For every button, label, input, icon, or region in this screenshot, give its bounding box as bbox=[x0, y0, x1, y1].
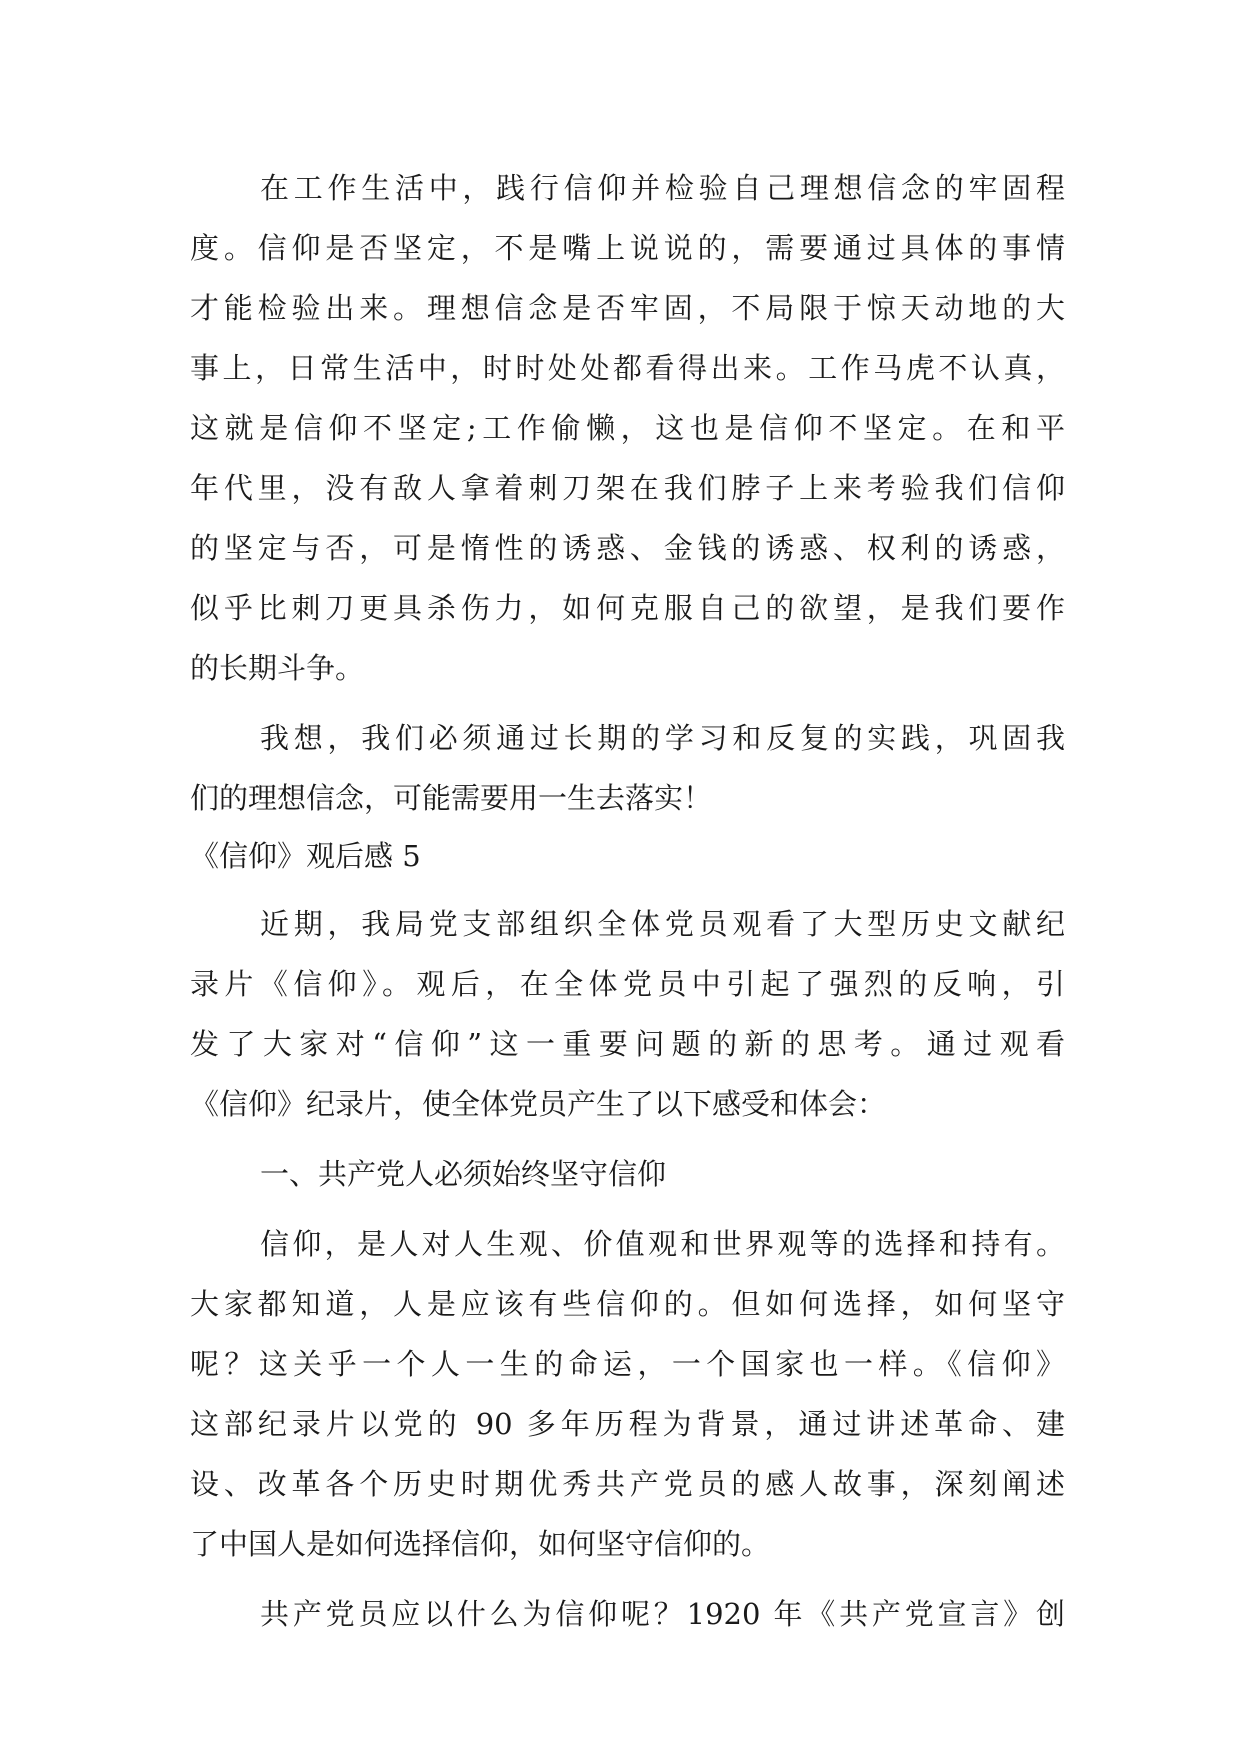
text-line: 的长期斗争。 bbox=[190, 651, 365, 685]
text-line: 《信仰》纪录片，使全体党员产生了以下感受和体会： bbox=[190, 1087, 887, 1121]
text-line: 似乎比刺刀更具杀伤力，如何克服自己的欲望，是我们要作 bbox=[190, 591, 1065, 625]
text-line: 这部纪录片以党的 90 多年历程为背景，通过讲述革命、建 bbox=[190, 1407, 1065, 1441]
text-line: 这就是信仰不坚定;工作偷懒，这也是信仰不坚定。在和平 bbox=[190, 411, 1065, 445]
text-line: 年代里，没有敌人拿着刺刀架在我们脖子上来考验我们信仰 bbox=[190, 471, 1065, 505]
text-line: 度。信仰是否坚定，不是嘴上说说的，需要通过具体的事情 bbox=[190, 231, 1065, 265]
text-line: 近期，我局党支部组织全体党员观看了大型历史文献纪 bbox=[260, 907, 1065, 941]
text-line: 发了大家对“信仰”这一重要问题的新的思考。通过观看 bbox=[190, 1027, 1065, 1061]
text-line: 了中国人是如何选择信仰，如何坚守信仰的。 bbox=[190, 1527, 771, 1561]
text-line: 我想，我们必须通过长期的学习和反复的实践，巩固我 bbox=[260, 721, 1065, 755]
text-line: 事上，日常生活中，时时处处都看得出来。工作马虎不认真， bbox=[190, 351, 1065, 385]
text-line: 们的理想信念，可能需要用一生去落实！ bbox=[190, 781, 713, 815]
paragraph bbox=[190, 1584, 1065, 1644]
text-line: 录片《信仰》。观后，在全体党员中引起了强烈的反响，引 bbox=[190, 967, 1065, 1001]
text-line: 设、改革各个历史时期优秀共产党员的感人故事，深刻阐述 bbox=[190, 1467, 1065, 1501]
text-line: 在工作生活中，践行信仰并检验自己理想信念的牢固程 bbox=[260, 171, 1065, 205]
text-line: 信仰，是人对人生观、价值观和世界观等的选择和持有。 bbox=[260, 1227, 1065, 1261]
text-line: 才能检验出来。理想信念是否牢固，不局限于惊天动地的大 bbox=[190, 291, 1065, 325]
text-line: 呢？这关乎一个人一生的命运，一个国家也一样。《信仰》 bbox=[190, 1347, 1065, 1381]
section-title: 《信仰》观后感 5 bbox=[190, 839, 421, 873]
paragraph bbox=[190, 708, 1065, 828]
text-line: 共产党员应以什么为信仰呢？1920 年《共产党宣言》创 bbox=[260, 1597, 1065, 1631]
document-body bbox=[190, 158, 1065, 1644]
paragraph bbox=[190, 1214, 1065, 1574]
text-line: 的坚定与否，可是惰性的诱惑、金钱的诱惑、权利的诱惑， bbox=[190, 531, 1065, 565]
section-heading: 一、共产党人必须始终坚守信仰 bbox=[260, 1157, 667, 1191]
paragraph bbox=[190, 894, 1065, 1134]
paragraph bbox=[190, 158, 1065, 698]
text-line: 大家都知道，人是应该有些信仰的。但如何选择，如何坚守 bbox=[190, 1287, 1065, 1321]
